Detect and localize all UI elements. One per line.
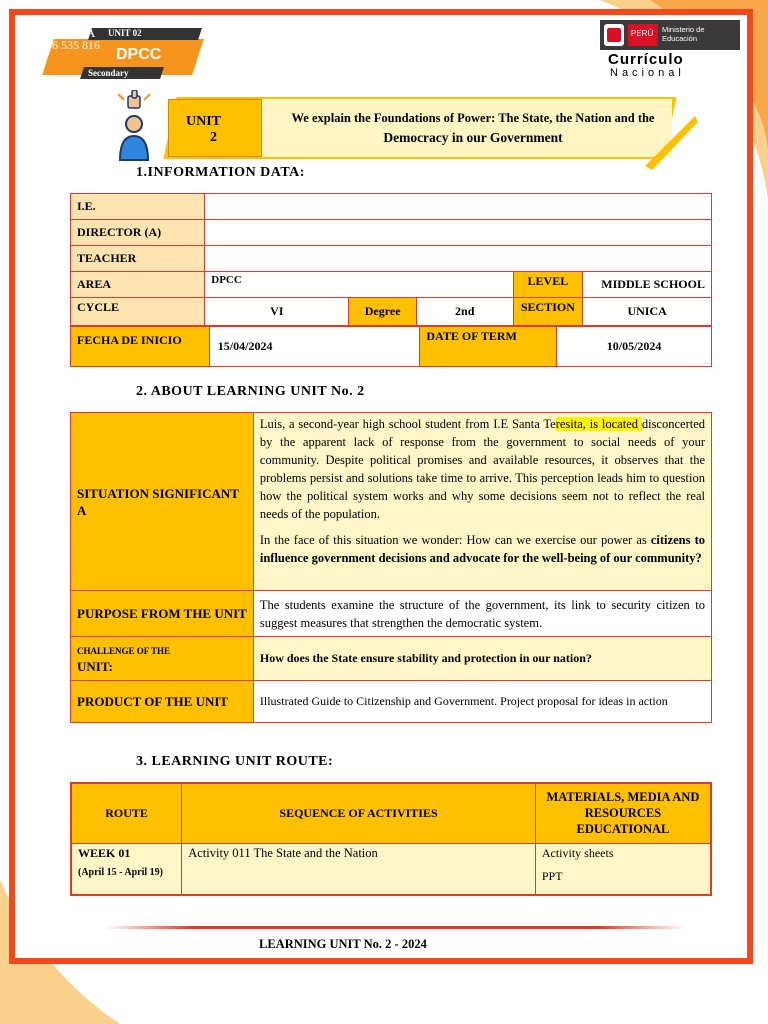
purpose-label: PURPOSE FROM THE UNIT	[71, 591, 254, 637]
banner-arrow-decoration	[640, 108, 700, 170]
sequence-header: SEQUENCE OF ACTIVITIES	[182, 783, 536, 843]
level-label: LEVEL	[513, 272, 583, 298]
unit-title	[268, 109, 678, 147]
challenge-label-cell	[71, 637, 254, 681]
week-label: WEEK 01	[78, 845, 131, 860]
purpose-text: The students examine the structure of the government, its link to security citizen to suggest measures that strengthen the democratic system.	[253, 591, 711, 637]
start-date-label: FECHA DE INICIO	[71, 327, 210, 367]
unit-word: UNIT	[186, 114, 222, 129]
situation-paragraph-2: In the face of this situation we wonder: How can we exercise our power as citizens to influence government decisions and advocate for the well-being of our community?	[259, 533, 705, 565]
table-row	[71, 843, 711, 895]
challenge-text: How does the State ensure stability and protection in our nation?	[253, 637, 711, 681]
peru-shield-icon	[604, 24, 624, 46]
section-label: SECTION	[513, 298, 583, 326]
level-value: MIDDLE SCHOOL	[583, 272, 712, 298]
material-item: Activity sheets	[541, 845, 614, 860]
curriculo-label: Currículo	[608, 51, 684, 68]
situation-label: SITUATION SIGNIFICANT A	[71, 413, 254, 591]
activity-cell: Activity 011 The State and the Nation	[182, 843, 536, 895]
week-dates: (April 15 - April 19)	[78, 866, 163, 878]
area-label: AREA	[60, 25, 96, 40]
challenge-label: UNIT:	[77, 658, 113, 674]
degree-label: Degree	[349, 298, 416, 326]
degree-value: 2nd	[416, 298, 513, 326]
dpcc-label: DPCC	[116, 46, 162, 63]
unit-small-label: UNIT 02	[108, 28, 142, 38]
start-date-value: 15/04/2024	[209, 327, 420, 367]
teacher-thumbs-up-icon	[108, 90, 158, 162]
cycle-label: CYCLE	[71, 298, 205, 326]
teacher-label: TEACHER	[71, 246, 205, 272]
area-row-label: AREA	[71, 272, 205, 298]
director-label: DIRECTOR (A)	[71, 220, 205, 246]
peru-label: PERÚ	[631, 29, 654, 38]
unit-number: 2	[210, 130, 217, 145]
product-label: PRODUCT OF THE UNIT	[71, 681, 254, 723]
secondary-label: Secondary	[88, 68, 129, 78]
footer-divider	[105, 926, 685, 929]
footer-text: LEARNING UNIT No. 2 - 2024	[259, 937, 427, 951]
highlighted-text: resita, is located	[555, 417, 642, 431]
information-table	[70, 193, 712, 326]
section3-heading: 3. LEARNING UNIT ROUTE:	[136, 754, 334, 769]
director-field[interactable]	[205, 220, 712, 246]
product-text: Illustrated Guide to Citizenship and Government. Project proposal for ideas in action	[253, 681, 711, 723]
route-header: ROUTE	[71, 783, 182, 843]
materials-cell	[535, 843, 711, 895]
situation-paragraph-1: Luis, a second-year high school student from I.E Santa Teresita, is located disconcerted by the apparent lack of response from the government to social needs of your community. Despite political promises and available resources, it observes that the problems persist and solutions take time to arrive. This perception leads him to question how the political system works and why some decisions seem not to reflect the real needs of the population.	[259, 417, 706, 521]
ministry-logo	[600, 20, 740, 78]
nacional-label: Nacional	[610, 67, 685, 79]
challenge-label-small: CHALLENGE OF THE	[77, 645, 171, 656]
section1-heading: 1.INFORMATION DATA:	[136, 165, 305, 180]
ie-field[interactable]	[205, 194, 712, 220]
phone-number: 936 535 816	[40, 38, 100, 52]
teacher-field[interactable]	[205, 246, 712, 272]
area-value: DPCC	[205, 272, 513, 298]
term-date-value: 10/05/2024	[557, 327, 712, 367]
ie-label: I.E.	[71, 194, 205, 220]
dates-table	[70, 326, 712, 367]
materials-header: MATERIALS, MEDIA AND RESOURCES EDUCATIONAL	[535, 783, 711, 843]
material-item: PPT	[541, 868, 563, 883]
term-date-label: DATE OF TERM	[420, 327, 557, 367]
unit-title-line1: We explain the Foundations of Power: The State, the Nation and the	[291, 111, 655, 125]
unit-title-line2: Democracy in our Government	[383, 130, 563, 145]
route-table	[70, 782, 712, 896]
section-value: UNICA	[583, 298, 712, 326]
situation-cell	[253, 413, 711, 591]
ministry-label: Ministerio de Educación	[662, 25, 705, 43]
section2-heading: 2. ABOUT LEARNING UNIT No. 2	[136, 384, 365, 399]
dpcc-logo	[38, 25, 208, 83]
cycle-value: VI	[205, 298, 349, 326]
learning-unit-table	[70, 412, 712, 723]
week-cell	[71, 843, 182, 895]
